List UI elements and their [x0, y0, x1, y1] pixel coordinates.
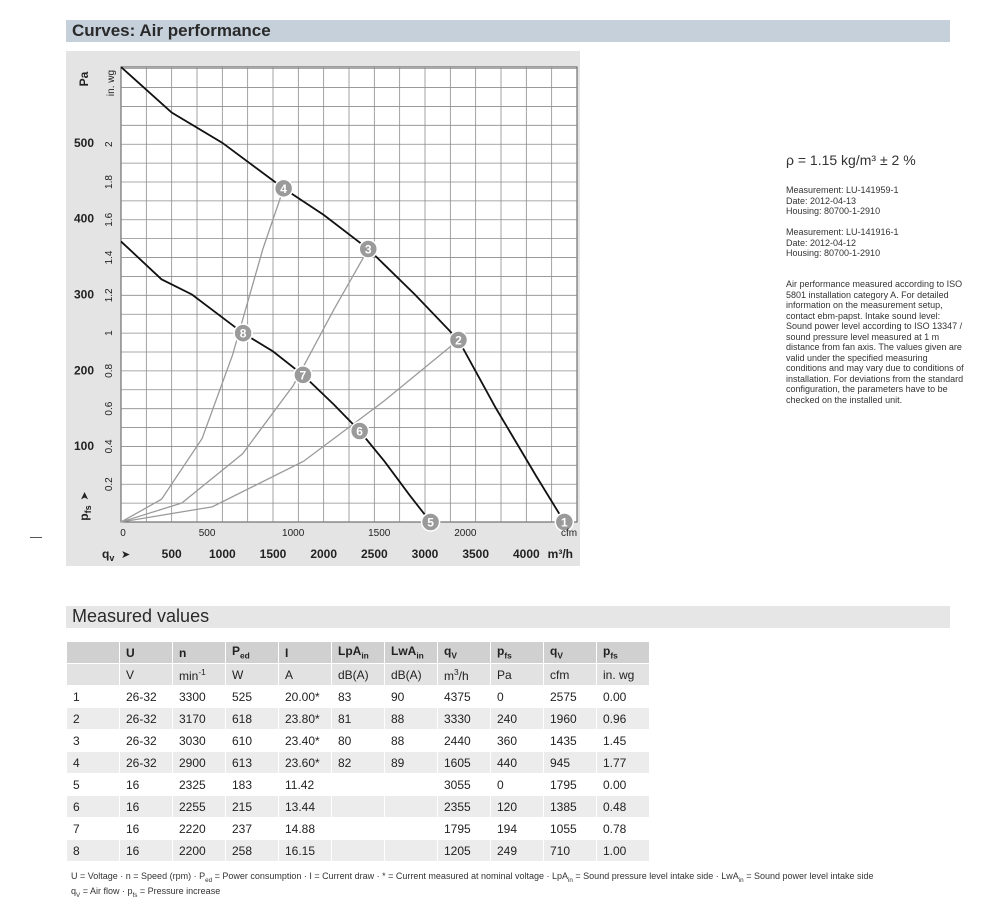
- y-tick-secondary-label: 2: [104, 141, 115, 147]
- table-cell: 3030: [173, 730, 226, 752]
- table-cell: V: [120, 664, 173, 686]
- note-line: distance from fan axis. The values given are: [786, 342, 962, 352]
- table-cell: A: [279, 664, 332, 686]
- y-tick-secondary-label: 1.4: [104, 250, 115, 265]
- x-unit-label: m³/h: [547, 547, 573, 561]
- table-cell: 13.44: [279, 796, 332, 818]
- y-unit-secondary-label: in. wg: [106, 69, 117, 97]
- table-cell: 945: [544, 752, 597, 774]
- note-line: valid under the specified measuring: [786, 352, 928, 363]
- operating-point-label: 5: [427, 515, 434, 530]
- table-row: [67, 752, 650, 774]
- table-cell: 0.96: [597, 708, 650, 730]
- table-legend-line-2: $q_V$ = Air flow · $p_{fs}$ = Pressure increase: [71, 886, 221, 899]
- table-cell: [67, 664, 120, 686]
- table-cell: 1.77: [597, 752, 650, 774]
- y-axis-arrow-icon: ➤: [79, 491, 91, 501]
- x-axis-arrow-icon: ➤: [121, 549, 131, 561]
- table-cell: [332, 796, 385, 818]
- table-cell: 16: [120, 796, 173, 818]
- table-cell: 80: [332, 730, 385, 752]
- table-cell: [385, 818, 438, 840]
- operating-point-label: 8: [239, 326, 247, 341]
- x-tick-secondary-label: 500: [198, 528, 216, 539]
- chart-svg: [66, 51, 580, 566]
- table-cell: 16: [120, 818, 173, 840]
- table-cell: U: [120, 642, 173, 664]
- table-cell: 3: [67, 730, 120, 752]
- table-row: [67, 796, 650, 818]
- table-cell: dB(A): [332, 664, 385, 686]
- table-cell: 2440: [438, 730, 491, 752]
- measured-values-table: [66, 641, 650, 862]
- measurement-block-1: [786, 185, 899, 217]
- table-cell: $q_V$: [544, 642, 597, 664]
- y-tick-label: 100: [73, 439, 94, 454]
- note-line: configuration, the parameters have to be: [786, 384, 948, 394]
- table-cell: 88: [385, 730, 438, 752]
- table-cell: 1605: [438, 752, 491, 774]
- table-cell: 3055: [438, 774, 491, 796]
- x-tick-label: 3500: [462, 547, 490, 561]
- table-cell: [332, 774, 385, 796]
- x-tick-label: 3000: [411, 547, 439, 561]
- table-cell: 2355: [438, 796, 491, 818]
- table-cell: 237: [226, 818, 279, 840]
- table-cell: $m^3/h$: [438, 664, 491, 686]
- measured-section-title: Measured values: [72, 606, 210, 626]
- table-cell: 1435: [544, 730, 597, 752]
- table-cell: W: [226, 664, 279, 686]
- air-performance-chart: [66, 51, 580, 566]
- table-cell: 0.48: [597, 796, 650, 818]
- table-cell: 83: [332, 686, 385, 708]
- y-tick-secondary-label: 0.2: [104, 477, 115, 492]
- measurement-2-date: Date: 2012-04-12: [786, 237, 857, 248]
- table-cell: 183: [226, 774, 279, 796]
- table-cell: 26-32: [120, 686, 173, 708]
- note-line: conditions and may vary due to conditions of: [786, 363, 964, 373]
- note-line: 5801 installation category A. For detailed: [786, 289, 949, 300]
- table-cell: $q_V$: [438, 642, 491, 664]
- table-cell: 0: [491, 686, 544, 708]
- table-cell: 82: [332, 752, 385, 774]
- table-cell: 1795: [438, 818, 491, 840]
- table-cell: 8: [67, 840, 120, 862]
- curves-section-title: Curves: Air performance: [72, 21, 271, 40]
- y-tick-secondary-label: 1: [104, 330, 115, 336]
- table-cell: LwA$_{in}$: [385, 642, 438, 664]
- table-cell: 194: [491, 818, 544, 840]
- table-cell: 440: [491, 752, 544, 774]
- curves-section-bar: [66, 20, 950, 42]
- table-cell: 525: [226, 686, 279, 708]
- table-cell: I: [279, 642, 332, 664]
- table-cell: $P_{ed}$: [226, 642, 279, 664]
- table-cell: 0.78: [597, 818, 650, 840]
- operating-point-label: 2: [455, 333, 462, 348]
- note-line: Sound power level according to ISO 13347 /: [786, 321, 963, 331]
- x-tick-label: 1000: [208, 547, 236, 561]
- x-tick-secondary-label: 1000: [282, 528, 305, 539]
- table-cell: 610: [226, 730, 279, 752]
- table-cell: 16.15: [279, 840, 332, 862]
- table-cell: dB(A): [385, 664, 438, 686]
- table-cell: 16: [120, 774, 173, 796]
- note-line: contact ebm-papst. Intake sound level:: [786, 310, 941, 321]
- table-row: [67, 730, 650, 752]
- table-cell: 88: [385, 708, 438, 730]
- table-cell: 3170: [173, 708, 226, 730]
- measurement-2-id: Measurement: LU-141916-1: [786, 227, 899, 237]
- x-tick-secondary-label: 1500: [368, 528, 391, 539]
- note-line: Air performance measured according to ISO: [786, 279, 963, 289]
- table-cell: 5: [67, 774, 120, 796]
- measurement-note: [786, 279, 964, 405]
- table-cell: 1.45: [597, 730, 650, 752]
- table-cell: 90: [385, 686, 438, 708]
- y-tick-label: 300: [73, 287, 94, 302]
- table-cell: 1.00: [597, 840, 650, 862]
- table-cell: 26-32: [120, 708, 173, 730]
- table-cell: 710: [544, 840, 597, 862]
- table-cell: 215: [226, 796, 279, 818]
- table-cell: 6: [67, 796, 120, 818]
- measurement-2-housing: Housing: 80700-1-2910: [786, 248, 881, 258]
- table-cell: 240: [491, 708, 544, 730]
- table-unit-row: [67, 664, 650, 686]
- table-cell: 613: [226, 752, 279, 774]
- table-cell: 249: [491, 840, 544, 862]
- table-cell: 120: [491, 796, 544, 818]
- table-row: [67, 774, 650, 796]
- x-tick-secondary-label: 2000: [454, 528, 477, 539]
- table-cell: [67, 642, 120, 664]
- y-tick-secondary-label: 1.2: [104, 288, 115, 303]
- table-legend-line-1: U = Voltage · n = Speed $(rpm) \cdot P_{ed}$ = Power consumption · I = Current draw · * = Current measured at nominal voltage · LpA$_{in}$ = Sound pressure level intake side · LwA$_{in}$ = Sound power level intake side: [71, 871, 874, 884]
- y-unit-label: Pa: [77, 71, 91, 87]
- y-axis-label: $p_{fs}$: [77, 505, 93, 521]
- table-cell: [332, 818, 385, 840]
- y-tick-secondary-label: 0.6: [104, 401, 115, 416]
- measurement-1-date: Date: 2012-04-13: [786, 195, 857, 206]
- measured-section-bar: [66, 606, 950, 628]
- table-cell: 258: [226, 840, 279, 862]
- y-tick-label: 500: [73, 135, 94, 150]
- table-cell: 20.00*: [279, 686, 332, 708]
- operating-point-label: 1: [560, 515, 568, 530]
- table-row: [67, 708, 650, 730]
- table-cell: 23.40*: [279, 730, 332, 752]
- note-line: sound pressure level measured at 1 m: [786, 331, 940, 342]
- x-tick-label: 1500: [259, 547, 287, 561]
- y-tick-label: 400: [73, 211, 94, 226]
- table-cell: 89: [385, 752, 438, 774]
- table-cell: in. wg: [597, 664, 650, 686]
- table-cell: 23.80*: [279, 708, 332, 730]
- table-cell: 1385: [544, 796, 597, 818]
- table-cell: $p_{fs}$: [597, 642, 650, 664]
- table-row: [67, 840, 650, 862]
- table-row: [67, 818, 650, 840]
- table-cell: 7: [67, 818, 120, 840]
- table-cell: 2900: [173, 752, 226, 774]
- table-cell: [385, 774, 438, 796]
- y-tick-secondary-label: 0.4: [104, 439, 115, 454]
- table-cell: 2: [67, 708, 120, 730]
- x-tick-secondary-label: 0: [120, 528, 126, 539]
- table-cell: 3300: [173, 686, 226, 708]
- table-cell: 2200: [173, 840, 226, 862]
- table-cell: n: [173, 642, 226, 664]
- table-header-row: [67, 642, 650, 664]
- table-cell: 1795: [544, 774, 597, 796]
- table-cell: 2255: [173, 796, 226, 818]
- table-cell: 0: [491, 774, 544, 796]
- margin-dash: [30, 537, 42, 538]
- table-cell: 1205: [438, 840, 491, 862]
- y-tick-secondary-label: 1.8: [104, 175, 115, 189]
- x-tick-label: 2500: [360, 547, 388, 561]
- x-unit-secondary-label: cfm: [560, 528, 578, 539]
- table-cell: 2325: [173, 774, 226, 796]
- measurement-1-id: Measurement: LU-141959-1: [786, 185, 899, 195]
- table-cell: 0.00: [597, 774, 650, 796]
- table-cell: 16: [120, 840, 173, 862]
- table-cell: $p_{fs}$: [491, 642, 544, 664]
- y-tick-secondary-label: 1.6: [104, 212, 115, 227]
- note-line: checked on the installed unit.: [786, 394, 903, 405]
- table-cell: LpA$_{in}$: [332, 642, 385, 664]
- table-cell: 1055: [544, 818, 597, 840]
- x-tick-label: 4000: [512, 547, 540, 561]
- table-cell: 0.00: [597, 686, 650, 708]
- operating-point-label: 7: [299, 368, 307, 383]
- table-cell: 4: [67, 752, 120, 774]
- x-tick-label: 2000: [310, 547, 338, 561]
- note-line: installation. For deviations from the standard: [786, 373, 964, 384]
- table-cell: [332, 840, 385, 862]
- x-tick-label: 500: [161, 547, 182, 561]
- y-tick-label: 200: [73, 363, 94, 378]
- table-cell: 2220: [173, 818, 226, 840]
- table-cell: 14.88: [279, 818, 332, 840]
- table-cell: Pa: [491, 664, 544, 686]
- table-cell: cfm: [544, 664, 597, 686]
- table-cell: 1: [67, 686, 120, 708]
- table-cell: [385, 796, 438, 818]
- table-cell: 26-32: [120, 752, 173, 774]
- table-cell: 1960: [544, 708, 597, 730]
- note-line: information on the measurement setup,: [786, 300, 943, 310]
- table-cell: 26-32: [120, 730, 173, 752]
- measurement-block-2: [786, 227, 899, 259]
- table-cell: $\min^{-1}$: [173, 664, 226, 686]
- table-cell: [385, 840, 438, 862]
- operating-point-label: 6: [356, 424, 363, 439]
- table-cell: 3330: [438, 708, 491, 730]
- y-tick-secondary-label: 0.8: [104, 363, 115, 378]
- table-row: [67, 686, 650, 708]
- table-cell: 4375: [438, 686, 491, 708]
- density-label: ρ = 1.15 kg/m³ ± 2 %: [786, 152, 916, 168]
- measurement-1-housing: Housing: 80700-1-2910: [786, 206, 881, 216]
- operating-point-label: 3: [364, 242, 372, 257]
- table-cell: 11.42: [279, 774, 332, 796]
- table-cell: 23.60*: [279, 752, 332, 774]
- operating-point-label: 4: [280, 181, 287, 196]
- table-cell: 360: [491, 730, 544, 752]
- table-cell: 81: [332, 708, 385, 730]
- table-cell: 2575: [544, 686, 597, 708]
- table-cell: 618: [226, 708, 279, 730]
- x-axis-label: $q_v$: [102, 547, 115, 563]
